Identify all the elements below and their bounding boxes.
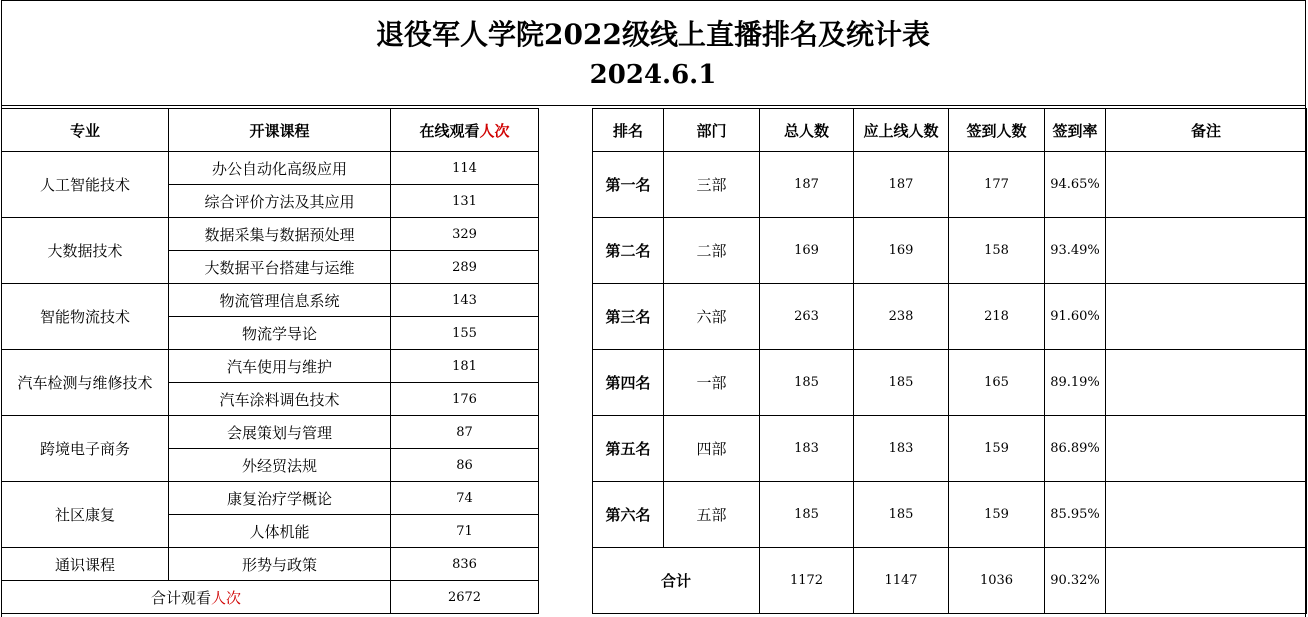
header-rank: 排名 (593, 109, 664, 152)
total-row (593, 548, 1307, 614)
total-cell: 263 (760, 284, 854, 350)
signed-cell: 159 (949, 482, 1045, 548)
rate-cell: 91.60% (1045, 284, 1106, 350)
views-cell: 86 (391, 449, 539, 482)
views-cell: 114 (391, 152, 539, 185)
views-cell: 181 (391, 350, 539, 383)
total-rate: 90.32% (1045, 548, 1106, 614)
dept-cell: 六部 (664, 284, 760, 350)
rank-cell: 第三名 (593, 284, 664, 350)
total-cell: 185 (760, 482, 854, 548)
major-cell: 大数据技术 (2, 218, 169, 284)
total-row (2, 581, 539, 614)
total-expected: 1147 (854, 548, 949, 614)
views-cell: 176 (391, 383, 539, 416)
rate-cell: 89.19% (1045, 350, 1106, 416)
views-cell: 74 (391, 482, 539, 515)
total-cell: 185 (760, 350, 854, 416)
table-row (593, 416, 1307, 482)
table-row (593, 284, 1307, 350)
dept-cell: 四部 (664, 416, 760, 482)
total-cell: 169 (760, 218, 854, 284)
header-views (391, 109, 539, 152)
course-cell: 康复治疗学概论 (169, 482, 391, 515)
expected-cell: 185 (854, 350, 949, 416)
course-cell: 办公自动化高级应用 (169, 152, 391, 185)
total-label (2, 581, 391, 614)
table-row (593, 152, 1307, 218)
major-cell: 人工智能技术 (2, 152, 169, 218)
dept-cell: 一部 (664, 350, 760, 416)
table-row (593, 482, 1307, 548)
views-cell: 71 (391, 515, 539, 548)
header-major: 专业 (2, 109, 169, 152)
course-cell: 大数据平台搭建与运维 (169, 251, 391, 284)
table-row (2, 218, 539, 251)
views-cell: 329 (391, 218, 539, 251)
signed-cell: 218 (949, 284, 1045, 350)
header-dept: 部门 (664, 109, 760, 152)
note-cell (1106, 350, 1307, 416)
views-cell: 289 (391, 251, 539, 284)
note-cell (1106, 284, 1307, 350)
header-total: 总人数 (760, 109, 854, 152)
major-cell: 跨境电子商务 (2, 416, 169, 482)
header-views-prefix: 在线观看 (419, 121, 480, 140)
rate-cell: 94.65% (1045, 152, 1106, 218)
views-cell: 87 (391, 416, 539, 449)
expected-cell: 185 (854, 482, 949, 548)
header-course: 开课课程 (169, 109, 391, 152)
views-cell: 143 (391, 284, 539, 317)
expected-cell: 169 (854, 218, 949, 284)
table-row (2, 284, 539, 317)
total-cell: 187 (760, 152, 854, 218)
table-row (2, 416, 539, 449)
views-cell: 836 (391, 548, 539, 581)
header-rate: 签到率 (1045, 109, 1106, 152)
total-total: 1172 (760, 548, 854, 614)
dept-cell: 三部 (664, 152, 760, 218)
expected-cell: 187 (854, 152, 949, 218)
rank-cell: 第六名 (593, 482, 664, 548)
signed-cell: 165 (949, 350, 1045, 416)
total-label-prefix: 合计观看 (150, 588, 211, 607)
rate-cell: 85.95% (1045, 482, 1106, 548)
rank-cell: 第五名 (593, 416, 664, 482)
header-signed: 签到人数 (949, 109, 1045, 152)
table-header-row (2, 109, 539, 152)
signed-cell: 177 (949, 152, 1045, 218)
major-cell: 智能物流技术 (2, 284, 169, 350)
table-header-row (593, 109, 1307, 152)
course-cell: 汽车涂料调色技术 (169, 383, 391, 416)
department-ranking-table (592, 108, 1307, 614)
total-label: 合计 (593, 548, 760, 614)
note-cell (1106, 152, 1307, 218)
note-cell (1106, 482, 1307, 548)
course-cell: 会展策划与管理 (169, 416, 391, 449)
dept-cell: 二部 (664, 218, 760, 284)
header-views-red: 人次 (479, 121, 510, 140)
course-cell: 物流学导论 (169, 317, 391, 350)
table-row (2, 152, 539, 185)
total-cell: 183 (760, 416, 854, 482)
signed-cell: 158 (949, 218, 1045, 284)
major-cell: 汽车检测与维修技术 (2, 350, 169, 416)
course-cell: 形势与政策 (169, 548, 391, 581)
course-views-table (1, 108, 539, 614)
course-cell: 汽车使用与维护 (169, 350, 391, 383)
rank-cell: 第四名 (593, 350, 664, 416)
course-cell: 综合评价方法及其应用 (169, 185, 391, 218)
department-ranking-body (593, 109, 1307, 614)
sheet-title: 退役军人学院2022级线上直播排名及统计表 (376, 18, 930, 51)
header-expected: 应上线人数 (854, 109, 949, 152)
major-cell: 通识课程 (2, 548, 169, 581)
course-cell: 物流管理信息系统 (169, 284, 391, 317)
total-views: 2672 (391, 581, 539, 614)
expected-cell: 183 (854, 416, 949, 482)
total-label-red: 人次 (211, 588, 242, 607)
sheet-date: 2024.6.1 (589, 60, 717, 90)
rank-cell: 第二名 (593, 218, 664, 284)
total-note (1106, 548, 1307, 614)
course-cell: 人体机能 (169, 515, 391, 548)
rank-cell: 第一名 (593, 152, 664, 218)
major-cell: 社区康复 (2, 482, 169, 548)
views-cell: 155 (391, 317, 539, 350)
table-row (2, 482, 539, 515)
note-cell (1106, 416, 1307, 482)
table-row (2, 350, 539, 383)
dept-cell: 五部 (664, 482, 760, 548)
total-signed: 1036 (949, 548, 1045, 614)
header-note: 备注 (1106, 109, 1307, 152)
course-cell: 外经贸法规 (169, 449, 391, 482)
table-row (2, 548, 539, 581)
table-row (593, 218, 1307, 284)
expected-cell: 238 (854, 284, 949, 350)
sheet-border-top (1, 0, 1306, 1)
course-views-body (2, 109, 539, 614)
note-cell (1106, 218, 1307, 284)
rate-cell: 86.89% (1045, 416, 1106, 482)
table-row (593, 350, 1307, 416)
signed-cell: 159 (949, 416, 1045, 482)
title-area (1, 1, 1305, 106)
course-cell: 数据采集与数据预处理 (169, 218, 391, 251)
rate-cell: 93.49% (1045, 218, 1106, 284)
views-cell: 131 (391, 185, 539, 218)
